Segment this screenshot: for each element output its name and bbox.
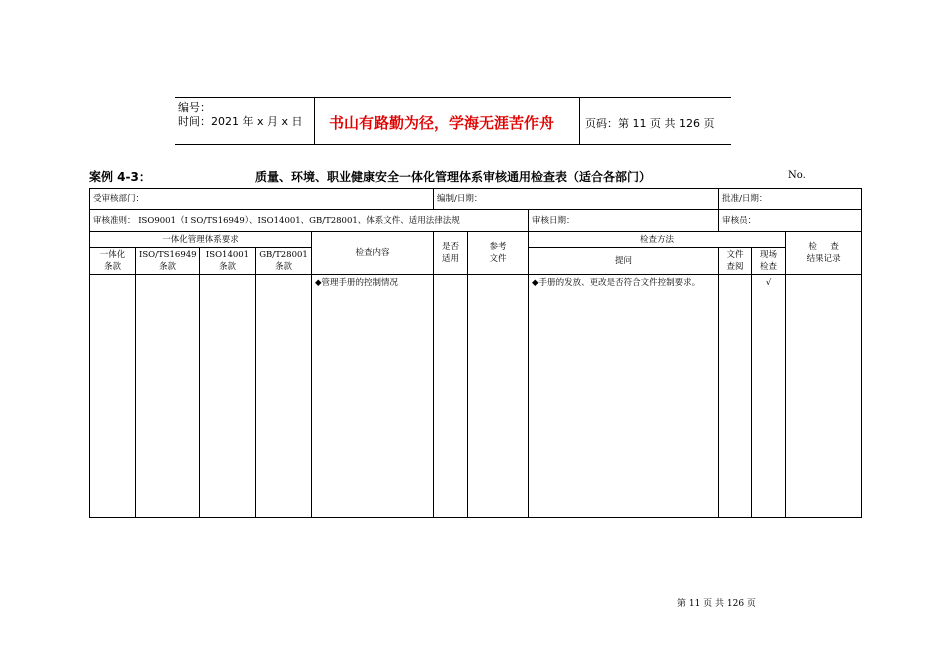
audit-date-cell: 审核日期： [529, 210, 719, 232]
integrated-clause-cell [90, 275, 136, 518]
number-label: No. [788, 170, 806, 181]
header-divider-left [314, 98, 315, 145]
reference-doc-header: 参考 文件 [468, 232, 529, 275]
footer-page-number: 第 11 页 共 126 页 [677, 599, 756, 609]
audit-criteria-cell: 审核准则： ISO9001（I SO/TS16949）、ISO14001、GB/T28001、体系文件、适用法律法规 [90, 210, 529, 232]
result-record-cell [786, 275, 862, 518]
doc-number-label: 编号： [178, 101, 211, 114]
header-bottom-rule [175, 144, 731, 145]
ts16949-clause-header: ISO/TS16949 条款 [136, 248, 200, 275]
motto-text: 书山有路勤为径，学海无涯苦作舟 [329, 114, 555, 132]
site-check-header: 现场 检查 [752, 248, 786, 275]
document-review-header: 文件 查阅 [719, 248, 752, 275]
compiled-date-cell: 编制/日期： [434, 189, 719, 210]
check-content-header: 检查内容 [312, 232, 434, 275]
header-top-rule [175, 97, 731, 98]
checklist-table [89, 188, 862, 518]
approved-date-cell: 批准/日期： [719, 189, 862, 210]
result-record-header: 检 查 结果记录 [786, 232, 862, 275]
table-row [90, 275, 862, 518]
integrated-clause-header: 一体化 条款 [90, 248, 136, 275]
iso14001-clause-cell [200, 275, 256, 518]
gb28001-clause-cell [256, 275, 312, 518]
info-row-2 [90, 210, 862, 232]
applicable-cell [434, 275, 468, 518]
audited-dept-cell: 受审核部门： [90, 189, 434, 210]
check-content-cell: ◆管理手册的控制情况 [312, 275, 434, 518]
site-check-cell: √ [752, 275, 786, 518]
question-header: 提问 [529, 248, 719, 275]
case-label: 案例 4-3： [89, 170, 151, 184]
page-count-label: 页码：第 11 页 共 126 页 [585, 117, 715, 130]
document-review-cell [719, 275, 752, 518]
question-cell: ◆手册的发放、更改是否符合文件控制要求。 [529, 275, 719, 518]
iso14001-clause-header: ISO14001 条款 [200, 248, 256, 275]
requirement-group-header: 一体化管理体系要求 [90, 232, 312, 248]
header-divider-right [579, 98, 580, 145]
applicable-header: 是否 适用 [434, 232, 468, 275]
reference-doc-cell [468, 275, 529, 518]
ts16949-clause-cell [136, 275, 200, 518]
page-title: 质量、环境、职业健康安全一体化管理体系审核通用检查表（适合各部门） [255, 170, 652, 184]
header-row-1 [90, 232, 862, 248]
info-row-1 [90, 189, 862, 210]
doc-time-label: 时间：2021 年 x 月 x 日 [178, 115, 303, 128]
check-method-group-header: 检查方法 [529, 232, 786, 248]
gb28001-clause-header: GB/T28001 条款 [256, 248, 312, 275]
auditor-cell: 审核员： [719, 210, 862, 232]
